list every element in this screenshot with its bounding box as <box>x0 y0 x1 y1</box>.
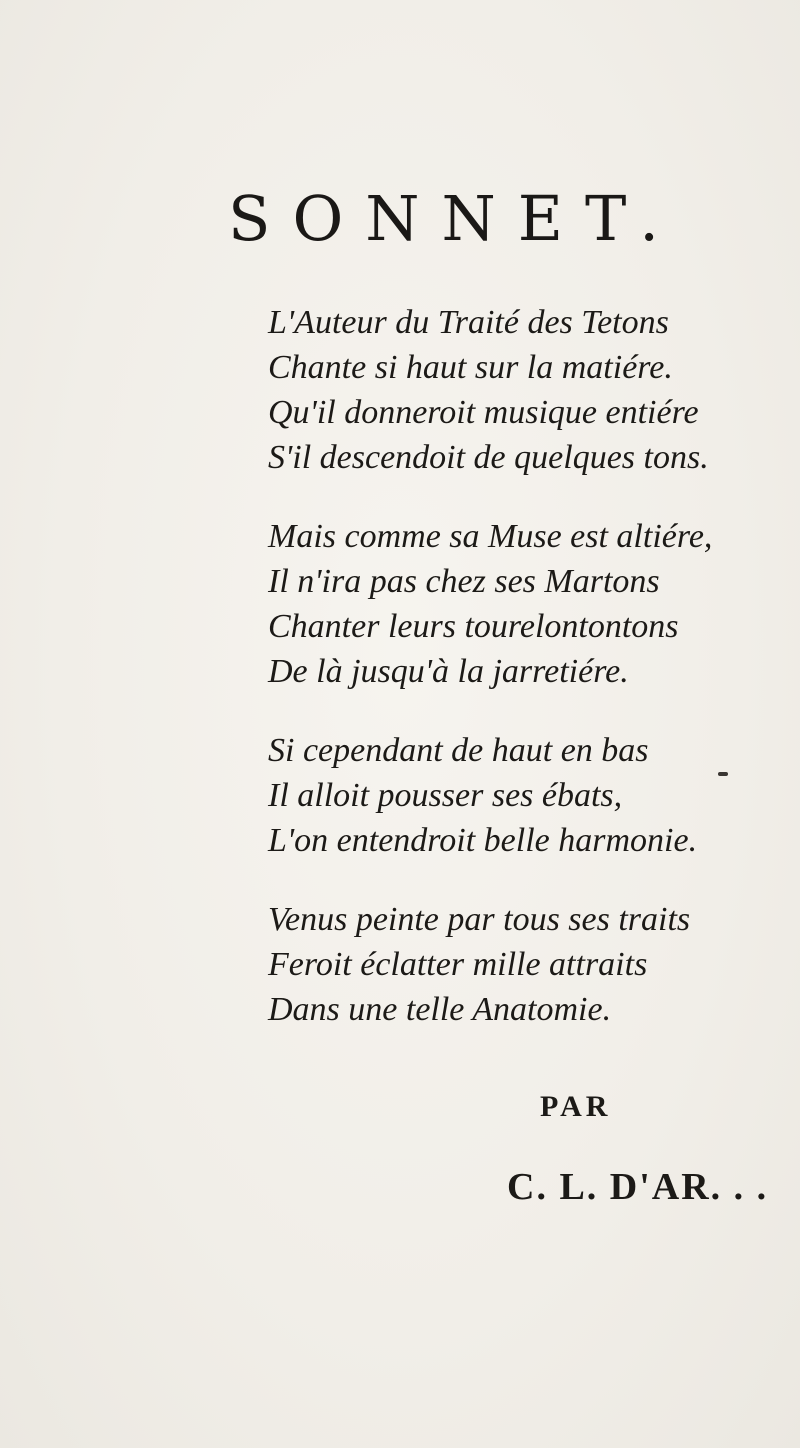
poem-line: L'on entendroit belle harmonie. <box>268 822 698 859</box>
poem-line: Chante si haut sur la matiére. <box>268 349 673 386</box>
stanza-3 <box>268 728 788 863</box>
stanza-4 <box>268 897 788 1032</box>
poem-line: Mais comme sa Muse est altiére, <box>268 518 713 555</box>
poem-line: Feroit éclatter mille attraits <box>268 946 648 983</box>
poem-body <box>268 300 788 1066</box>
poem-line: Qu'il donneroit musique entiére <box>268 394 699 431</box>
poem-line: De là jusqu'à la jarretiére. <box>268 653 629 690</box>
poem-line: Il n'ira pas chez ses Martons <box>268 563 660 600</box>
poem-line: Il alloit pousser ses ébats, <box>268 777 623 814</box>
byline-par: PAR <box>540 1090 612 1123</box>
stanza-2 <box>268 514 788 694</box>
stanza-1 <box>268 300 788 480</box>
poem-line: L'Auteur du Traité des Tetons <box>268 304 669 341</box>
sonnet-title: SONNET. <box>228 182 682 255</box>
byline-author: C. L. D'AR. . . <box>507 1166 769 1208</box>
ink-speck <box>718 772 728 776</box>
poem-line: Chanter leurs tourelontontons <box>268 608 679 645</box>
poem-line: Si cependant de haut en bas <box>268 732 649 769</box>
poem-line: S'il descendoit de quelques tons. <box>268 439 709 476</box>
poem-line: Venus peinte par tous ses traits <box>268 901 691 938</box>
poem-line: Dans une telle Anatomie. <box>268 991 612 1028</box>
